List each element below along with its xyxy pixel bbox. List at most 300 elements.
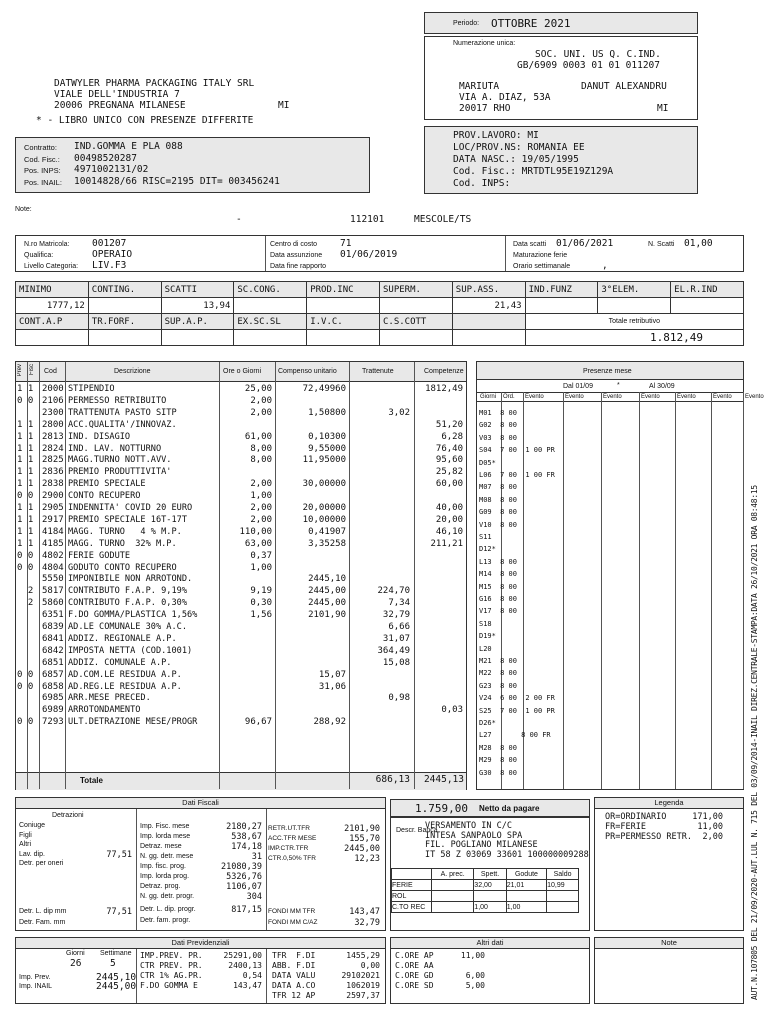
employee-city: 20017 RHO — [459, 103, 511, 114]
prev-header: Prev — [17, 364, 23, 377]
imp-inail-label: Imp. INAIL — [19, 983, 53, 990]
fisc-right-value: 143,47 — [349, 907, 380, 917]
voce-flags: 1 1 — [17, 419, 34, 430]
voce-desc: PERMESSO RETRIBUITO — [68, 395, 167, 406]
centro-value: 71 — [340, 238, 352, 249]
voce-compet: 60,00 — [435, 479, 463, 490]
fisc-mid-label: Detraz. mese — [140, 843, 182, 850]
retrib-v-2: 13,94 — [161, 298, 234, 314]
voce-desc: CONTO RECUPERO — [68, 491, 141, 502]
fiscali-box — [15, 797, 386, 931]
banca-box — [390, 817, 590, 931]
ferie-r0-2: 32,00 — [474, 880, 506, 891]
voce-tratt: 224,70 — [377, 586, 410, 597]
voce-tratt: 3,02 — [388, 407, 410, 418]
fisc-left-value: 77,51 — [106, 907, 132, 917]
voce-ore: 1,56 — [250, 610, 272, 621]
presenze-col-header: Evento — [641, 394, 660, 400]
voce-ore: 0,37 — [250, 550, 272, 561]
voce-flags: 0 0 — [17, 395, 34, 406]
fisc-right-value: 155,70 — [349, 834, 380, 844]
voce-desc: GODUTO CONTO RECUPERO — [68, 562, 177, 573]
presenze-col-header: Evento — [525, 394, 544, 400]
voce-ore: 1,00 — [250, 491, 272, 502]
voce-cod: 2836 — [42, 467, 64, 478]
maturazione-label: Maturazione ferie — [513, 252, 568, 259]
presenze-col-header: Evento — [677, 394, 696, 400]
orario-label: Orario settimanale — [513, 263, 571, 270]
voce-comp-unit: 10,00000 — [302, 514, 346, 525]
voce-ore: 96,67 — [244, 717, 272, 728]
fisc-left-label: Altri — [19, 841, 32, 848]
retrib-table — [15, 281, 744, 346]
fisc-right-label: ACC.TFR MESE — [268, 835, 317, 842]
voci-table — [15, 361, 467, 790]
voce-ore: 8,00 — [250, 455, 272, 466]
giorni-label: Giorni — [66, 950, 85, 957]
totale-compet: 2445,13 — [423, 774, 464, 785]
fisc-right-value: 2101,90 — [344, 824, 380, 834]
livello-value: LIV.F3 — [92, 260, 127, 271]
voce-desc: INDENNITA' COVID 20 EURO — [68, 503, 193, 513]
voce-ore: 1,00 — [250, 562, 272, 573]
prev-right-label: TFR 12 AP — [272, 991, 316, 1000]
note-code: 112101 — [350, 214, 385, 225]
presenze-row: M07 8 00 — [479, 483, 517, 492]
voce-flags: 1 1 — [17, 503, 34, 513]
presenze-col-header: Evento — [603, 394, 622, 400]
voce-desc: TRATTENUTA PASTO SITP — [68, 407, 177, 418]
prov-info-3: Cod. Fisc.: MRTDTL95E19Z129A — [453, 166, 614, 177]
netto-value: 1.759,00 — [415, 802, 468, 815]
periodo-value: OTTOBRE 2021 — [491, 17, 571, 30]
voce-desc: AD.REG.LE RESIDUA A.P. — [68, 681, 182, 692]
voce-cod: 6839 — [42, 622, 64, 632]
voce-flags: 1 1 — [17, 443, 34, 454]
settimane-value: 5 — [110, 958, 116, 969]
presenze-col-header: Evento — [713, 394, 732, 400]
settimane-label: Settimane — [100, 950, 132, 957]
fisc-mid-label: Detr. fam. progr. — [140, 916, 191, 924]
prev-right-value: 29102021 — [341, 971, 380, 980]
fisc-right-label: IMP.CTR.TFR — [268, 845, 309, 852]
voce-comp-unit: 2445,00 — [308, 586, 346, 597]
presenze-dal: Dal 01/09 — [563, 383, 593, 390]
qualifica-value: OPERAIO — [92, 249, 133, 260]
retrib-v-3 — [234, 298, 307, 314]
ferie-h-0: A. prec. — [432, 869, 474, 880]
voce-cod: 6351 — [42, 610, 64, 621]
nscatti-value: 01,00 — [684, 238, 713, 249]
voce-compet: 25,82 — [435, 467, 463, 478]
presenze-row: V10 8 00 — [479, 520, 517, 529]
voce-desc: IND. LAV. NOTTURNO — [68, 443, 162, 454]
presenze-row: L20 — [479, 644, 492, 653]
voce-ore: 9,19 — [250, 586, 272, 597]
scatti-value: 01/06/2021 — [556, 238, 614, 249]
voce-compet: 0,03 — [441, 705, 463, 716]
company-name: DATWYLER PHARMA PACKAGING ITALY SRL — [54, 78, 255, 89]
cod-header: Cod — [44, 368, 57, 375]
fisc-left-label: Detr. L. dip mm — [19, 908, 67, 915]
prov-info-box — [424, 126, 698, 194]
retrib-h2-0: CONT.A.P — [16, 314, 89, 330]
altri-title: Altri dati — [391, 938, 589, 949]
fiscali-title: Dati Fiscali — [16, 798, 385, 809]
voce-cod: 6842 — [42, 645, 64, 656]
prev-right-label: ABB. F.DI — [272, 961, 316, 970]
voce-tratt: 15,08 — [382, 657, 410, 668]
voce-flags: 0 0 — [17, 491, 34, 502]
presenze-row: G16 8 00 — [479, 595, 517, 603]
voce-flags: 2 — [17, 586, 34, 597]
centro-label: Centro di costo — [270, 241, 318, 248]
voce-desc: CONTRIBUTO F.A.P. 9,19% — [68, 586, 187, 597]
voce-tratt: 31,07 — [382, 633, 410, 644]
ferie-table — [391, 868, 579, 913]
voce-desc: ADDIZ. REGIONALE A.P. — [68, 633, 177, 644]
banca-line-0: VERSAMENTO IN C/C — [425, 821, 512, 831]
voce-comp-unit: 2101,90 — [308, 610, 346, 621]
retrib-h2-3: EX.SC.SL — [234, 314, 307, 330]
presenze-row: L06 7 00 1 00 FR — [479, 471, 555, 479]
banca-line-3: IT 58 Z 03069 33601 100000009288 — [425, 849, 589, 860]
prev-mid-label: CTR PREV. PR. — [140, 961, 203, 970]
voce-cod: 2824 — [42, 443, 64, 454]
voce-flags: 0 0 — [17, 681, 34, 692]
voce-cod: 5860 — [42, 598, 64, 609]
presenze-row: M22 8 00 — [479, 669, 517, 678]
presenze-row: S04 7 00 1 00 PR — [479, 446, 555, 455]
presenze-row: V24 6 00 2 00 FR — [479, 694, 555, 703]
retrib-h2-4: I.V.C. — [307, 314, 380, 330]
fisc-left-label: Lav. dip. — [19, 850, 45, 858]
voce-flags: 1 1 — [17, 384, 34, 394]
note-desc: MESCOLE/TS — [414, 214, 472, 225]
legenda-box — [594, 797, 744, 931]
note-box — [594, 937, 744, 1004]
numerazione-box — [424, 36, 698, 120]
assunzione-value: 01/06/2019 — [340, 249, 398, 260]
fisc-mid-label: Imp. lorda mese — [140, 833, 191, 840]
prov-info-1: LOC/PROV.NS: ROMANIA EE — [453, 142, 585, 153]
netto-label: Netto da pagare — [479, 804, 540, 813]
presenze-row: D26* — [479, 719, 496, 727]
retrib-h-3: SC.CONG. — [234, 282, 307, 298]
voce-desc: IND. DISAGIO — [68, 431, 131, 442]
voce-desc: PREMIO SPECIALE 16T-17T — [68, 514, 187, 525]
presenze-row: M28 8 00 — [479, 743, 517, 752]
contract-value-2: 4971002131/02 — [74, 164, 149, 175]
voce-ore: 2,00 — [250, 395, 272, 406]
employee-address: VIA A. DIAZ, 53A — [459, 92, 551, 103]
retrib-h-4: PROD.INC — [307, 282, 380, 298]
livello-label: Livello Categoria: — [24, 263, 79, 270]
fisc-left-label: Detr. per oneri — [19, 860, 64, 867]
voce-ore: 0,30 — [250, 598, 272, 609]
voce-compet: 40,00 — [435, 503, 463, 513]
voce-comp-unit: 15,07 — [318, 669, 346, 680]
retrib-h-8: 3°ELEM. — [598, 282, 671, 298]
presenze-col-line — [711, 392, 712, 789]
fisc-mid-label: Detraz. prog. — [140, 883, 181, 890]
contract-box — [15, 137, 370, 193]
fisc-mid-value: 538,67 — [231, 832, 262, 842]
voce-desc: MAGG. TURNO 32% M.P. — [68, 538, 177, 549]
presenze-row: V17 8 00 — [479, 607, 517, 616]
ferie-r0-1 — [432, 880, 474, 891]
voce-cod: 5817 — [42, 586, 64, 597]
voce-desc: ACC.QUALITA'/INNOVAZ. — [68, 419, 177, 430]
compet-header: Competenze — [424, 368, 464, 375]
prev-mid-value: 25291,00 — [223, 951, 262, 960]
company-block — [54, 78, 254, 111]
presenze-row: S11 — [479, 533, 492, 541]
voce-cod: 4185 — [42, 538, 64, 549]
legenda-0: OR=ORDINARIO — [605, 812, 667, 822]
presenze-star: * — [617, 382, 620, 389]
fisc-mid-value: 817,15 — [231, 905, 262, 915]
presenze-row: M08 8 00 — [479, 495, 517, 504]
fisc-mid-label: Detr. L. dip. progr. — [140, 906, 196, 913]
fisc-right-label: CTR.0,50% TFR — [268, 855, 316, 862]
voce-compet: 6,28 — [441, 431, 463, 442]
prev-right-label: DATA VALU — [272, 971, 316, 980]
previdenziali-box — [15, 937, 386, 1004]
note-dash: - — [236, 214, 242, 225]
retrib-v-4 — [307, 298, 380, 314]
presenze-row: D19* — [479, 632, 496, 641]
retrib-v-0: 1777,12 — [16, 298, 89, 314]
voce-flags: 1 1 — [17, 514, 34, 525]
voce-ore: 61,00 — [244, 431, 272, 442]
voce-desc: MAGG. TURNO 4 % M.P. — [68, 526, 182, 537]
voce-comp-unit: 2445,00 — [308, 598, 346, 609]
retrib-h-0: MINIMO — [16, 282, 89, 298]
presenze-row: S18 — [479, 619, 492, 628]
retrib-v-7 — [525, 298, 598, 314]
voce-cod: 4804 — [42, 562, 64, 573]
fisc-mid-value: 31 — [251, 852, 262, 862]
voce-ore: 25,00 — [244, 384, 272, 394]
nscatti-label: N. Scatti — [648, 241, 675, 248]
legenda-2: PR=PERMESSO RETR. — [605, 832, 692, 842]
presenze-col-line — [639, 392, 640, 789]
qualifica-label: Qualifica: — [24, 252, 54, 259]
ferie-r0-3: 21,01 — [506, 880, 546, 891]
ferie-r2-2: 1,00 — [474, 902, 506, 913]
retrib-v-5 — [379, 298, 452, 314]
employee-surname: MARIUTA — [459, 81, 500, 92]
retrib-h2-1: TR.FORF. — [88, 314, 161, 330]
voce-ore: 8,00 — [250, 443, 272, 454]
presenze-row: S25 7 00 1 00 PR — [479, 706, 555, 715]
banca-line-1: INTESA SANPAOLO SPA — [425, 830, 523, 841]
totale-retrib-label: Totale retributivo — [525, 314, 743, 330]
scatti-label: Data scatti — [513, 241, 547, 248]
fisc-header: Fisc — [29, 364, 35, 375]
ferie-r2-3: 1,00 — [506, 902, 546, 913]
contract-value-0: IND.GOMMA E PLA 088 — [74, 141, 183, 152]
ferie-h-2: Godute — [506, 869, 546, 880]
voce-ore: 110,00 — [239, 526, 272, 537]
contract-label-2: Pos. INPS: — [24, 166, 61, 175]
fisc-left-value: 77,51 — [106, 849, 132, 860]
presenze-row: M15 8 00 — [479, 582, 517, 591]
totale-tratt: 686,13 — [375, 774, 410, 785]
presenze-row: G30 8 00 — [479, 768, 517, 777]
voce-desc: ULT.DETRAZIONE MESE/PROGR — [68, 717, 198, 728]
retrib-h-9: EL.R.IND — [671, 282, 744, 298]
fisc-mid-value: 2180,27 — [226, 822, 262, 832]
voce-cod: 2825 — [42, 455, 64, 466]
legenda-v2: 2,00 — [702, 832, 723, 842]
voce-ore: 2,00 — [250, 407, 272, 418]
presenze-col-header: Evento — [745, 394, 764, 400]
retrib-v-9 — [671, 298, 744, 314]
legenda-v1: 11,00 — [697, 822, 723, 832]
voce-flags: 1 1 — [17, 538, 34, 549]
presenze-col-line — [601, 392, 602, 789]
presenze-col-header: Ord. — [503, 394, 515, 400]
employee-prov: MI — [657, 103, 669, 114]
voce-tratt: 6,66 — [388, 622, 410, 632]
voce-flags: 0 0 — [17, 562, 34, 573]
fisc-mid-value: 304 — [246, 892, 262, 902]
retrib-v-6: 21,43 — [452, 298, 525, 314]
retrib-h2-2: SUP.A.P. — [161, 314, 234, 330]
voce-flags: 0 0 — [17, 669, 34, 680]
voce-comp-unit: 0,41907 — [308, 526, 346, 537]
voce-comp-unit: 72,49960 — [302, 384, 346, 394]
voce-cod: 5550 — [42, 574, 64, 585]
company-note: * - LIBRO UNICO CON PRESENZE DIFFERITE — [36, 115, 254, 126]
voce-desc: F.DO GOMMA/PLASTICA 1,56% — [68, 610, 198, 621]
voce-desc: ARROTONDAMENTO — [68, 705, 141, 716]
voce-desc: PREMIO SPECIALE — [68, 479, 146, 490]
ferie-h-1: Spett. — [474, 869, 506, 880]
presenze-title: Presenze mese — [583, 368, 632, 375]
company-prov: MI — [278, 100, 290, 111]
voce-tratt: 7,34 — [388, 598, 410, 609]
voce-ore: 2,00 — [250, 503, 272, 513]
prev-right-label: DATA A.CO — [272, 981, 316, 990]
comp-unit-header: Compenso unitario — [278, 368, 337, 375]
voce-cod: 2838 — [42, 479, 64, 490]
voce-tratt: 32,79 — [382, 610, 410, 621]
voce-compet: 51,20 — [435, 419, 463, 430]
prov-info-2: DATA NASC.: 19/05/1995 — [453, 154, 579, 165]
fisc-right-value: 32,79 — [354, 918, 380, 928]
presenze-col-line — [743, 392, 744, 789]
fisc-right-label: FONDI MM TFR — [268, 908, 316, 915]
prov-info-0: PROV.LAVORO: MI — [453, 130, 539, 141]
voce-flags: 2 — [17, 598, 34, 609]
voce-comp-unit: 11,95000 — [302, 455, 346, 466]
imp-inail-value: 2445,00 — [96, 981, 137, 992]
voce-comp-unit: 30,00000 — [302, 479, 346, 490]
ore-header: Ore o Giorni — [223, 368, 262, 375]
voce-tratt: 364,49 — [377, 645, 410, 656]
netto-box — [390, 799, 590, 817]
presenze-row: M14 8 00 — [479, 570, 517, 579]
retrib-h2-5: C.S.COTT — [379, 314, 452, 330]
retrib-h-1: CONTING. — [88, 282, 161, 298]
altri-label: C.ORE SD — [395, 981, 434, 990]
fisc-mid-label: N. gg. detr. progr. — [140, 893, 195, 900]
numerazione-label: Numerazione unica: — [453, 40, 516, 47]
contract-value-1: 00498520287 — [74, 152, 137, 164]
legenda-1: FR=FERIE — [605, 822, 646, 832]
ferie-r2-1 — [432, 902, 474, 913]
fisc-right-label: FONDI MM C/AZ — [268, 919, 318, 926]
voce-flags: 1 1 — [17, 455, 34, 466]
voce-comp-unit: 2445,10 — [308, 574, 346, 585]
prev-right-value: 1062019 — [346, 981, 380, 990]
altri-value: 5,00 — [465, 981, 485, 990]
voce-cod: 2000 — [42, 384, 64, 394]
prev-right-value: 0,00 — [360, 961, 380, 970]
voce-flags: 1 1 — [17, 467, 34, 478]
company-city: 20006 PREGNANA MILANESE — [54, 100, 186, 111]
matricola-value: 001207 — [92, 238, 127, 249]
contract-label-0: Contratto: — [24, 143, 57, 152]
presenze-row: D12* — [479, 545, 496, 554]
voce-desc: ARR.MESE PRECED. — [68, 693, 151, 704]
voce-desc: FERIE GODUTE — [68, 550, 131, 561]
prev-mid-value: 0,54 — [242, 971, 262, 980]
voce-compet: 95,60 — [435, 455, 463, 466]
prev-mid-label: CTR 1% AG.PR. — [140, 971, 203, 980]
retrib-h-5: SUPERM. — [379, 282, 452, 298]
voce-comp-unit: 0,10300 — [308, 431, 346, 442]
prev-mid-value: 143,47 — [233, 981, 262, 990]
voce-cod: 2106 — [42, 395, 64, 406]
imp-prev-label: Imp. Prev. — [19, 974, 51, 981]
legenda-v0: 171,00 — [692, 812, 723, 822]
voce-desc: CONTRIBUTO F.A.P. 0,30% — [68, 598, 187, 609]
retrib-h-6: SUP.ASS. — [452, 282, 525, 298]
presenze-row: G02 8 00 — [479, 421, 517, 430]
voce-compet: 46,10 — [435, 526, 463, 537]
contract-label-1: Cod. Fisc.: — [24, 154, 60, 164]
voce-cod: 6985 — [42, 693, 64, 704]
voce-desc: ADDIZ. COMUNALE A.P. — [68, 657, 172, 668]
voce-desc: STIPENDIO — [68, 384, 115, 394]
prev-mid-label: IMP.PREV. PR. — [140, 951, 203, 960]
voce-cod: 6841 — [42, 633, 64, 644]
voce-compet: 1812,49 — [425, 384, 463, 394]
contract-label-3: Pos. INAIL: — [24, 177, 62, 187]
side-text: AUT.N.107805 DEL 21/09/2020-AUT.LUL N. 715 DEL 03/09/2014-INAIL DIREZ.CENTRALE-STAMPA:DATA 26/10/2021 ORA 08:48:15 — [750, 485, 759, 1000]
voce-comp-unit: 3,35258 — [308, 538, 346, 549]
retrib-v-8 — [598, 298, 671, 314]
legenda-title: Legenda — [595, 798, 743, 809]
periodo-label: Periodo: — [453, 20, 480, 27]
presenze-row: L27 8 00 FR — [479, 731, 551, 740]
fisc-mid-value: 21080,39 — [221, 862, 262, 872]
fisc-mid-value: 174,18 — [231, 842, 262, 852]
voce-flags: 1 1 — [17, 479, 34, 490]
matricola-label: N.ro Matricola: — [24, 241, 70, 248]
ferie-r0-0: FERIE — [392, 880, 432, 891]
presenze-row: D05* — [479, 458, 496, 467]
voce-cod: 2917 — [42, 514, 64, 525]
orario-value: , — [602, 260, 608, 271]
giorni-value: 26 — [70, 958, 82, 969]
presenze-row: M01 8 00 — [479, 409, 517, 417]
voce-desc: IMPONIBILE NON ARROTOND. — [68, 574, 193, 585]
